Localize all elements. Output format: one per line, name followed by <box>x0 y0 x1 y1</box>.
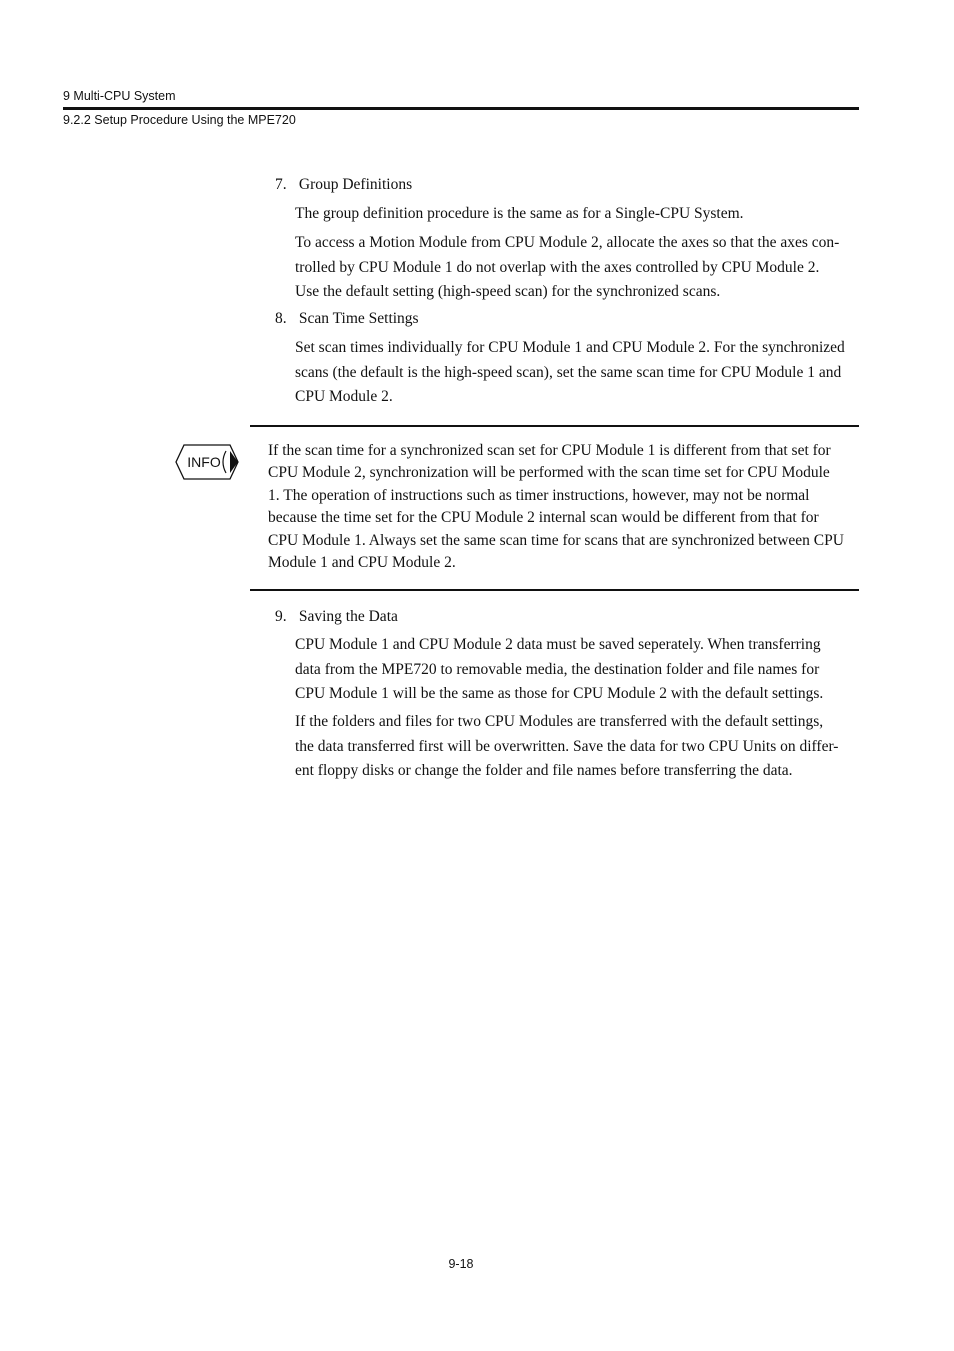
step-number: 8. <box>275 310 287 327</box>
text-line: The group definition procedure is the same as for a Single-CPU System. <box>295 205 744 222</box>
text-line: CPU Module 2. <box>295 388 393 405</box>
page-number: 9-18 <box>448 1257 474 1271</box>
chapter-title: 9 Multi-CPU System <box>63 89 176 103</box>
text-line: To access a Motion Module from CPU Module 2, allocate the axes so that the axes con- <box>295 234 840 251</box>
text-line: ent floppy disks or change the folder and file names before transferring the data. <box>295 762 793 779</box>
text-line: If the folders and files for two CPU Modules are transferred with the default settings, <box>295 713 824 730</box>
text-line: CPU Module 2, synchronization will be performed with the scan time set for CPU Module <box>268 464 830 482</box>
step-9-heading <box>275 605 865 630</box>
step-number: 7. <box>275 176 287 193</box>
step-7-heading <box>275 173 865 198</box>
info-icon <box>174 443 240 481</box>
text-line: data from the MPE720 to removable media, the destination folder and file names for <box>295 660 820 678</box>
header-rule <box>63 107 859 110</box>
text-line: CPU Module 1 and CPU Module 2 data must be saved seperately. When transferring <box>295 636 821 653</box>
step-9-paragraph-2 <box>295 710 861 784</box>
step-7-paragraph-2 <box>295 231 861 305</box>
text-line: 1. The operation of instructions such as timer instructions, however, may not be normal <box>268 486 810 504</box>
step-title: Scan Time Settings <box>298 310 419 327</box>
text-line: because the time set for the CPU Module 2 internal scan would be different from that for <box>268 509 819 527</box>
step-number: 9. <box>275 608 287 625</box>
step-title: Group Definitions <box>298 176 413 193</box>
text-line: trolled by CPU Module 1 do not overlap with the axes controlled by CPU Module 2. <box>295 258 820 276</box>
text-line: Set scan times individually for CPU Module 1 and CPU Module 2. For the synchronized <box>295 339 845 356</box>
text-line: Module 1 and CPU Module 2. <box>268 554 456 572</box>
text-line: CPU Module 1. Always set the same scan time for scans that are synchronized between CPU <box>268 531 844 549</box>
text-line: Use the default setting (high-speed scan) for the synchronized scans. <box>295 283 721 300</box>
step-8-paragraph-1 <box>295 336 861 410</box>
text-line: the data transferred first will be overwritten. Save the data for two CPU Units on differ- <box>295 737 839 755</box>
text-line: If the scan time for a synchronized scan set for CPU Module 1 is different from that set for <box>268 442 831 459</box>
text-line: scans (the default is the high-speed scan), set the same scan time for CPU Module 1 and <box>295 363 842 381</box>
info-top-rule <box>250 425 859 427</box>
info-icon-label: INFO <box>187 454 221 470</box>
step-title: Saving the Data <box>298 608 398 625</box>
step-9-paragraph-1 <box>295 633 861 707</box>
step-7-paragraph-1 <box>295 202 861 227</box>
info-bottom-rule <box>250 589 859 591</box>
section-title: 9.2.2 Setup Procedure Using the MPE720 <box>63 113 296 127</box>
step-8-heading <box>275 307 865 332</box>
info-note <box>268 440 860 574</box>
text-line: CPU Module 1 will be the same as those for CPU Module 2 with the default settings. <box>295 685 824 702</box>
